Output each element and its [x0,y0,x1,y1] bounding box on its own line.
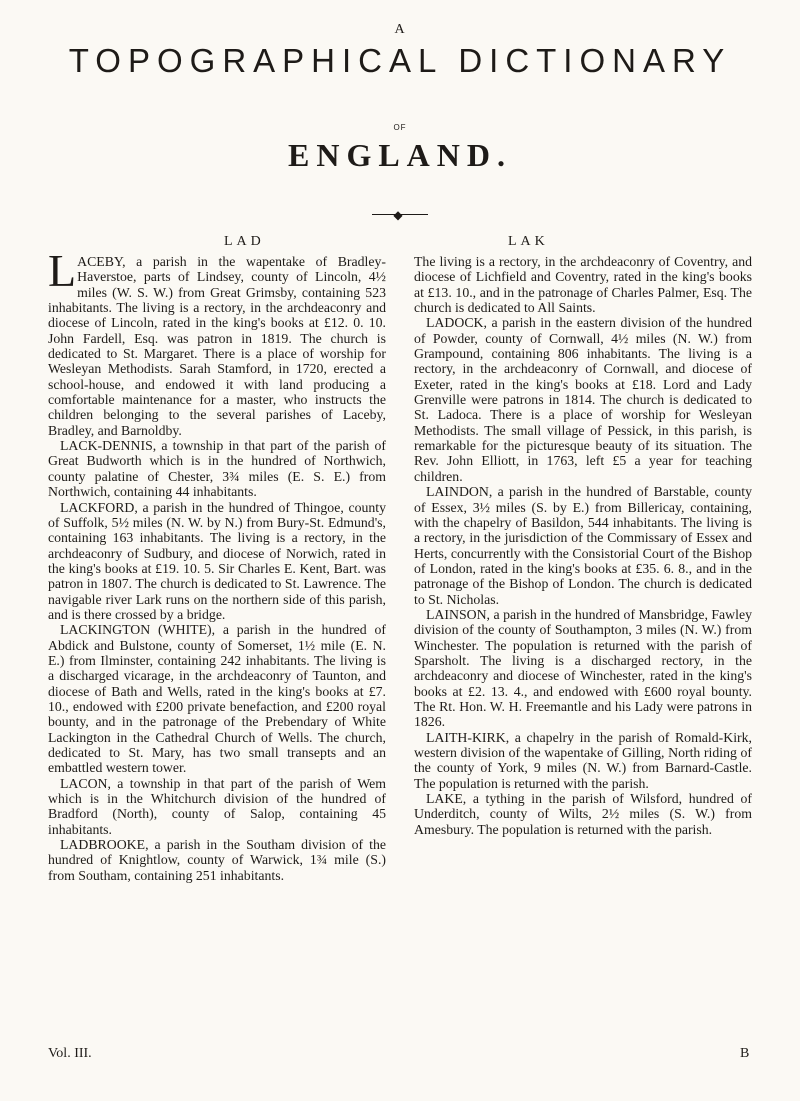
running-head-left: LAD [224,234,265,249]
entry-text: LACK-DENNIS, a township in that part of the parish of Great Budworth which is in the hundred of Northwich, county palatine of Chester, 3¾ miles (E. S. E.) from Northwich, containing 44 inhabitants. [48,438,386,500]
entry-paragraph [48,500,386,623]
volume-label: Vol. III. [48,1046,92,1061]
entry-text: LAITH-KIRK, a chapelry in the parish of Romald-Kirk, western division of the wapentake of Gilling, North riding of the county of York, 9 miles (N. W.) from Barnard-Castle. The population is returned with the parish. [414,729,752,791]
entry-text: LAINDON, a parish in the hundred of Barstable, county of Essex, 3½ miles (S. by E.) from Billericay, containing, with the chapelry of Basildon, 544 inhabitants. The living is a rectory, in the jurisdiction of the Commissary of Essex and Herts, concurrently with the Consistorial Court of the Bishop of London, rated in the king's books at £35. 6. 8., and in the patronage of the Bishop of London. The church is dedicated to St. Nicholas. [414,484,752,607]
running-head-right: LAK [508,234,549,249]
title-country: ENGLAND. [287,137,512,173]
left-column [48,245,386,883]
entry-paragraph [48,776,386,837]
entry-text: LADOCK, a parish in the eastern division of the hundred of Powder, county of Cornwall, 4½ miles (N. W.) from Grampound, containing 806 inhabitants. The living is a rectory, in the archdeaconry of Cornwall, and diocese of Exeter, rated in the king's books at £18. Lord and Lady Grenville were patrons in 1814. The church is dedicated to St. Ladoca. There is a place of worship for Wesleyan Methodists. The small village of Pessick, in this parish, is remarkable for the picturesque beauty of its situation. The Rev. John Elliott, in 1763, left £5 a year for teaching children. [414,315,752,484]
entry-paragraph [48,438,386,499]
entry-paragraph [414,254,752,315]
entry-text: LAINSON, a parish in the hundred of Mansbridge, Fawley division of the county of Southampton, 3 miles (N. W.) from Winchester. The population is returned with the parish of Sparsholt. The living is a discharged rectory, in the archdeaconry and diocese of Winchester, rated in the king's books at £2. 13. 4., and endowed with £600 royal bounty. The Rt. Hon. W. H. Freemantle and his Lady were patrons in 1826. [414,606,752,730]
entry-text: LACON, a township in that part of the parish of Wem which is in the Whitchurch division of the hundred of Bradford (North), county of Salop, containing 45 inhabitants. [48,775,386,837]
prelude-letter: A [394,22,406,37]
entry-paragraph [48,622,386,775]
entry-text: LACKFORD, a parish in the hundred of Thingoe, county of Suffolk, 5½ miles (N. W. by N.) from Bury-St. Edmund's, containing 163 inhabitants. The living is a rectory, in the archdeaconry of Sudbury, and diocese of Norwich, rated in the king's books at £19. 10. 5. Sir Charles E. Kent, Bart. was patron in 1807. The church is dedicated to St. Lawrence. The navigable river Lark runs on the northern side of this parish, and is there crossed by a bridge. [48,499,386,622]
divider-ornament-icon: ◆ [393,208,403,222]
entry-text: LACKINGTON (WHITE), a parish in the hundred of Abdick and Bulstone, county of Somerset, 1½ mile (E. N. E.) from Ilminster, containing 242 inhabitants. The living is a discharged vicarage, in the archdeaconry of Taunton, and diocese of Bath and Wells, rated in the king's books at £7. 10., endowed with £200 private benefaction, and £200 royal bounty, and in the patronage of the Prebendary of White Lackington in the Cathedral Church of Wells. The church, dedicated to St. Mary, has two small transepts and an embattled western tower. [48,622,386,776]
entry-text: LAKE, a tything in the parish of Wilsford, hundred of Underditch, county of Wilts, 2½ miles (S. W.) from Amesbury. The population is returned with the parish. [414,791,752,837]
entry-paragraph [414,315,752,484]
entry-paragraph [48,837,386,883]
signature-mark: B [740,1046,750,1061]
entry-text: ACEBY, a parish in the wapentake of Bradley-Haverstoe, parts of Lindsey, county of Lincoln, 4½ miles (W. S. W.) from Great Grimsby, containing 523 inhabitants. The living is a rectory, in the archdeaconry and diocese of Lincoln, rated in the king's books at £12. 0. 10. John Fardell, Esq. was patron in 1819. The church is dedicated to St. Margaret. There is a place of worship for Wesleyan Methodists. Sarah Stamford, in 1720, erected a school-house, and endowed it with land producing a comfortable maintenance for a master, who instructs the children belonging to the several parishes of Laceby, Bradley, and Barnoldby. [48,254,386,438]
title-connector: OF [393,123,407,132]
entry-text: LADBROOKE, a parish in the Southam division of the hundred of Knightlow, county of Warwick, 1¾ mile (S.) from Southam, containing 251 inhabitants. [48,837,386,883]
drop-cap: L [48,245,77,296]
entry-paragraph [414,484,752,607]
entry-paragraph [414,791,752,837]
entry-text: The living is a rectory, in the archdeaconry of Coventry, and diocese of Lichfield and Coventry, rated in the king's books at £13. 10., and in the patronage of Charles Palmer, Esq. The church is dedicated to All Saints. [414,254,752,316]
entry-paragraph [414,730,752,791]
entry-paragraph [414,607,752,730]
entry-paragraph [48,245,386,438]
right-column [414,254,752,837]
book-title: TOPOGRAPHICAL DICTIONARY [68,42,732,79]
